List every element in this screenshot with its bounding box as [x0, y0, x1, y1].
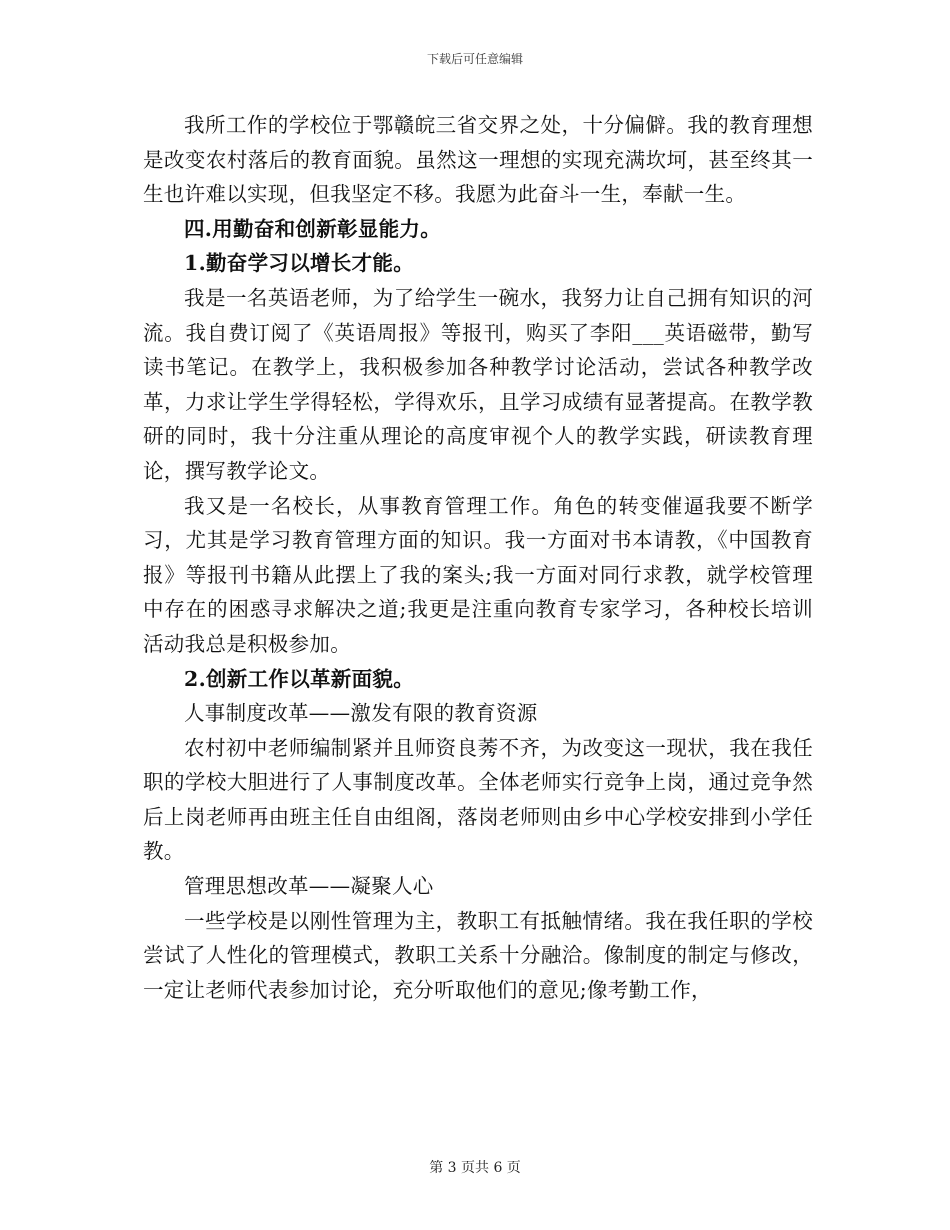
paragraph: 农村初中老师编制紧并且师资良莠不齐，为改变这一现状，我在我任职的学校大胆进行了人事制度改革。全体老师实行竞争上岗，通过竞争然后上岗老师再由班主任自由组阁，落岗老师则由乡中心学校安排到小学任教。 [143, 735, 813, 864]
page-header: 下载后可任意编辑 [426, 52, 523, 66]
paragraph: 我又是一名校长，从事教育管理工作。角色的转变催逼我要不断学习，尤其是学习教育管理方面的知识。我一方面对书本请教，《中国教育报》等报刊书籍从此摆上了我的案头;我一方面对同行求教，就学校管理中存在的困惑寻求解决之道;我更是注重向教育专家学习，各种校长培训活动我总是积极参加。 [143, 493, 813, 656]
section-heading: 四.用勤奋和创新彰显能力。 [184, 216, 442, 241]
document-body [143, 108, 813, 1007]
paragraph-subtitle: 管理思想改革——凝聚人心 [184, 874, 434, 899]
page-footer: 第 3 页共 6 页 [429, 1160, 521, 1176]
subsection-heading: 1.勤奋学习以增长才能。 [184, 251, 415, 276]
paragraph: 我是一名英语老师，为了给学生一碗水，我努力让自己拥有知识的河流。我自费订阅了《英语周报》等报刊，购买了李阳___英语磁带，勤写读书笔记。在教学上，我积极参加各种教学讨论活动，尝试各种教学改革，力求让学生学得轻松，学得欢乐，且学习成绩有显著提高。在教学教研的同时，我十分注重从理论的高度审视个人的教学实践，研读教育理论，撰写教学论文。 [143, 285, 813, 483]
paragraph: 我所工作的学校位于鄂赣皖三省交界之处，十分偏僻。我的教育理想是改变农村落后的教育面貌。虽然这一理想的实现充满坎坷，甚至终其一生也许难以实现，但我坚定不移。我愿为此奋斗一生，奉献一生。 [143, 113, 813, 207]
paragraph: 一些学校是以刚性管理为主，教职工有抵触情绪。我在我任职的学校尝试了人性化的管理模式，教职工关系十分融洽。像制度的制定与修改，一定让老师代表参加讨论，充分听取他们的意见;像考勤工作， [143, 908, 813, 1002]
subsection-heading: 2.创新工作以革新面貌。 [184, 666, 415, 691]
paragraph-subtitle: 人事制度改革——激发有限的教育资源 [184, 701, 538, 726]
